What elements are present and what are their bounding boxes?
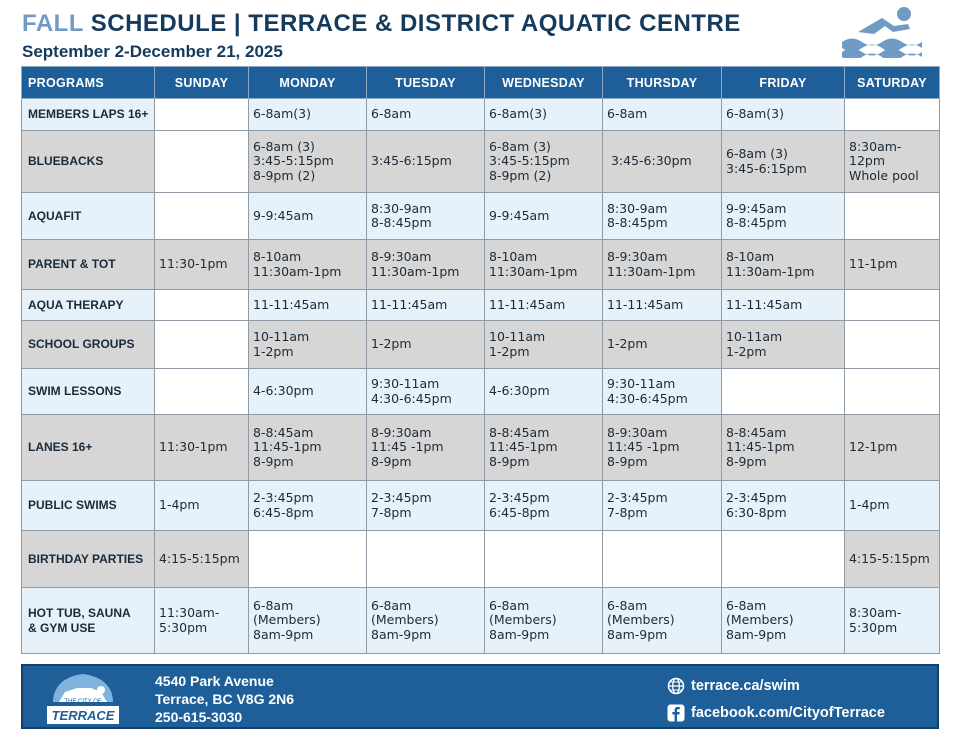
time-slot: 8-9:30am	[607, 249, 668, 264]
time-slot: 11-11:45am	[489, 296, 566, 312]
time-slot: 6-8am (3)	[253, 138, 315, 154]
time-slot: 11:45-1pm	[489, 439, 558, 455]
column-header-monday: MONDAY	[249, 67, 367, 99]
program-name	[22, 415, 155, 481]
column-header-programs: PROGRAMS	[22, 67, 155, 99]
schedule-cell-tuesday	[367, 240, 485, 290]
program-name	[22, 290, 155, 321]
program-name	[22, 240, 155, 290]
table-row	[22, 588, 940, 654]
schedule-cell-wednesday	[485, 290, 603, 321]
program-name-line: LANES 16+	[28, 440, 93, 455]
website-url[interactable]: terrace.ca/swim	[691, 678, 800, 694]
time-slot: 2-3:45pm	[253, 490, 314, 505]
time-slot: (Members)	[371, 612, 439, 628]
schedule-cell-thursday	[603, 99, 722, 131]
schedule-cell-sunday	[155, 290, 249, 321]
time-slot: 6-8am	[607, 106, 648, 122]
schedule-cell-sunday	[155, 531, 249, 588]
time-slot: 6-8am (3)	[726, 146, 788, 161]
table-row	[22, 481, 940, 531]
table-row	[22, 321, 940, 369]
schedule-cell-saturday	[845, 415, 940, 481]
time-slot: 6-8am	[489, 597, 530, 613]
column-header-saturday: SATURDAY	[845, 67, 940, 99]
time-slot: 6-8am(3)	[489, 106, 547, 122]
schedule-cell-tuesday	[367, 481, 485, 531]
schedule-cell-wednesday	[485, 99, 603, 131]
time-slot: 8-10am	[489, 249, 538, 264]
address-line1: 4540 Park Avenue	[155, 673, 274, 689]
schedule-cell-wednesday	[485, 240, 603, 290]
address-line2: Terrace, BC V8G 2N6	[155, 691, 295, 707]
schedule-cell-wednesday	[485, 193, 603, 240]
page-title	[22, 10, 741, 38]
table-row	[22, 240, 940, 290]
time-slot: 6-8am	[371, 106, 412, 122]
time-slot: (Members)	[253, 612, 321, 628]
table-row	[22, 415, 940, 481]
schedule-cell-tuesday	[367, 99, 485, 131]
schedule-cell-friday	[722, 531, 845, 588]
schedule-cell-friday	[722, 481, 845, 531]
schedule-cell-wednesday	[485, 321, 603, 369]
schedule-cell-thursday	[603, 240, 722, 290]
program-name-line: BIRTHDAY PARTIES	[28, 551, 144, 566]
time-slot: 11:45 -1pm	[371, 439, 444, 455]
time-slot: 8-9:30am	[607, 424, 668, 440]
schedule-cell-saturday	[845, 531, 940, 588]
time-slot: Whole pool	[849, 167, 919, 183]
program-name	[22, 369, 155, 415]
time-slot: 1-4pm	[849, 497, 890, 513]
time-slot: 6-8am(3)	[726, 106, 784, 122]
time-slot: 7-8pm	[607, 504, 648, 520]
time-slot: 11:45-1pm	[726, 439, 795, 455]
time-slot: 6-8am	[607, 597, 648, 613]
time-slot: 3:45-6:30pm	[607, 153, 692, 169]
time-slot: 1-2pm	[371, 336, 412, 352]
schedule-cell-sunday	[155, 369, 249, 415]
footer-links	[667, 674, 885, 728]
time-slot: 9:30-11am	[371, 376, 440, 391]
table-header-row	[22, 67, 940, 99]
time-slot: 4-6:30pm	[253, 383, 314, 399]
schedule-cell-friday	[722, 99, 845, 131]
program-name	[22, 99, 155, 131]
table-row	[22, 531, 940, 588]
time-slot: 6-8am	[371, 597, 412, 613]
program-name-line: & GYM USE	[28, 620, 96, 635]
schedule-cell-tuesday	[367, 531, 485, 588]
schedule-cell-tuesday	[367, 415, 485, 481]
time-slot: 4:30-6:45pm	[371, 390, 452, 406]
schedule-cell-friday	[722, 588, 845, 654]
time-slot: 5:30pm	[159, 619, 208, 635]
time-slot: 8-8:45am	[253, 424, 314, 440]
schedule-cell-thursday	[603, 290, 722, 321]
time-slot: 11-1pm	[849, 256, 898, 272]
title-season: FALL	[22, 10, 84, 37]
table-row	[22, 369, 940, 415]
schedule-cell-friday	[722, 131, 845, 193]
schedule-cell-monday	[249, 290, 367, 321]
column-header-friday: FRIDAY	[722, 67, 845, 99]
time-slot: (Members)	[489, 612, 557, 628]
schedule-cell-monday	[249, 531, 367, 588]
time-slot: 4:15-5:15pm	[849, 550, 930, 566]
time-slot: 1-2pm	[607, 336, 648, 352]
time-slot: 11:30-1pm	[159, 256, 228, 272]
schedule-cell-wednesday	[485, 415, 603, 481]
time-slot: 6-8am(3)	[253, 106, 311, 122]
schedule-cell-thursday	[603, 481, 722, 531]
time-slot: 8am-9pm	[726, 626, 787, 642]
time-slot: 8-9pm (2)	[489, 167, 552, 183]
schedule-cell-monday	[249, 131, 367, 193]
time-slot: 5:30pm	[849, 619, 898, 635]
program-name	[22, 321, 155, 369]
time-slot: 8-10am	[253, 249, 302, 264]
time-slot: 9:30-11am	[607, 376, 676, 391]
schedule-cell-thursday	[603, 321, 722, 369]
schedule-table	[21, 66, 940, 654]
time-slot: 3:45-6:15pm	[371, 153, 452, 169]
time-slot: 8-9pm (2)	[253, 167, 316, 183]
schedule-cell-saturday	[845, 321, 940, 369]
schedule-cell-sunday	[155, 321, 249, 369]
schedule-cell-monday	[249, 193, 367, 240]
schedule-cell-wednesday	[485, 369, 603, 415]
time-slot: 6:45-8pm	[489, 504, 550, 520]
time-slot: 12-1pm	[849, 439, 898, 455]
logo-caption: THE CITY OF	[64, 699, 102, 705]
program-name	[22, 481, 155, 531]
time-slot: 1-2pm	[489, 343, 530, 359]
phone-number: 250-615-3030	[155, 709, 243, 725]
schedule-cell-thursday	[603, 193, 722, 240]
time-slot: 2-3:45pm	[607, 490, 668, 505]
facebook-url[interactable]: facebook.com/CityofTerrace	[691, 705, 885, 721]
program-name	[22, 531, 155, 588]
time-slot: 1-4pm	[159, 497, 200, 513]
website-link[interactable]	[667, 674, 885, 698]
time-slot: 11:45 -1pm	[607, 439, 680, 455]
time-slot: 8:30-9am	[607, 200, 668, 216]
schedule-cell-saturday	[845, 131, 940, 193]
time-slot: 8-8:45pm	[371, 215, 432, 230]
column-header-sunday: SUNDAY	[155, 67, 249, 99]
schedule-cell-thursday	[603, 415, 722, 481]
time-slot: 9-9:45am	[726, 200, 787, 216]
time-slot: 8-9pm	[726, 453, 767, 469]
schedule-cell-sunday	[155, 240, 249, 290]
time-slot: 8:30am-	[849, 138, 902, 154]
time-slot: 11:30am-1pm	[726, 263, 815, 279]
schedule-cell-tuesday	[367, 290, 485, 321]
schedule-cell-wednesday	[485, 531, 603, 588]
schedule-cell-thursday	[603, 131, 722, 193]
time-slot: 2-3:45pm	[371, 490, 432, 505]
time-slot: 8am-9pm	[253, 626, 314, 642]
schedule-cell-wednesday	[485, 481, 603, 531]
city-of-terrace-logo	[45, 672, 121, 726]
time-slot: 11-11:45am	[253, 296, 330, 312]
facebook-link[interactable]	[667, 701, 885, 725]
schedule-cell-friday	[722, 415, 845, 481]
time-slot: 11:30am-1pm	[371, 263, 460, 279]
schedule-cell-saturday	[845, 588, 940, 654]
time-slot: 6-8am	[253, 597, 294, 613]
schedule-cell-tuesday	[367, 193, 485, 240]
column-header-thursday: THURSDAY	[603, 67, 722, 99]
time-slot: 8-10am	[726, 249, 775, 264]
program-name-line: PUBLIC SWIMS	[28, 498, 117, 513]
time-slot: 8:30am-	[849, 605, 902, 620]
schedule-cell-saturday	[845, 240, 940, 290]
time-slot: 8am-9pm	[489, 626, 550, 642]
schedule-cell-monday	[249, 321, 367, 369]
swimmer-icon	[838, 4, 922, 58]
schedule-cell-thursday	[603, 369, 722, 415]
schedule-cell-monday	[249, 481, 367, 531]
schedule-cell-sunday	[155, 131, 249, 193]
schedule-cell-monday	[249, 415, 367, 481]
time-slot: 8-8:45am	[489, 424, 550, 440]
schedule-cell-saturday	[845, 290, 940, 321]
time-slot: 9-9:45am	[253, 207, 314, 223]
time-slot: 4:30-6:45pm	[607, 390, 688, 406]
facebook-icon	[667, 704, 685, 722]
table-row	[22, 290, 940, 321]
program-name-line: BLUEBACKS	[28, 154, 104, 169]
time-slot: 8-9pm	[371, 453, 412, 469]
schedule-cell-monday	[249, 240, 367, 290]
time-slot: 4-6:30pm	[489, 383, 550, 399]
time-slot: 3:45-6:15pm	[726, 160, 807, 176]
footer-bar	[21, 664, 939, 729]
schedule-cell-monday	[249, 369, 367, 415]
schedule-cell-saturday	[845, 369, 940, 415]
time-slot: 10-11am	[253, 329, 310, 344]
schedule-cell-tuesday	[367, 588, 485, 654]
contact-address	[155, 672, 294, 726]
schedule-cell-sunday	[155, 193, 249, 240]
program-name-line: PARENT & TOT	[28, 257, 116, 272]
time-slot: 11-11:45am	[607, 296, 684, 312]
time-slot: 3:45-5:15pm	[489, 153, 570, 169]
column-header-wednesday: WEDNESDAY	[485, 67, 603, 99]
time-slot: 8-9:30am	[371, 424, 432, 440]
time-slot: 8-9pm	[607, 453, 648, 469]
schedule-cell-wednesday	[485, 131, 603, 193]
time-slot: 8am-9pm	[607, 626, 668, 642]
schedule-cell-sunday	[155, 588, 249, 654]
time-slot: 8:30-9am	[371, 200, 432, 216]
time-slot: 11:45-1pm	[253, 439, 322, 455]
time-slot: 6:30-8pm	[726, 504, 787, 520]
time-slot: (Members)	[726, 612, 794, 628]
program-name-line: AQUA THERAPY	[28, 297, 124, 312]
time-slot: 11-11:45am	[726, 296, 803, 312]
time-slot: 11:30am-1pm	[253, 263, 342, 279]
time-slot: 10-11am	[726, 329, 783, 344]
logo-name: TERRACE	[51, 708, 115, 723]
time-slot: 8-8:45am	[726, 424, 787, 440]
time-slot: 8-9pm	[253, 453, 294, 469]
time-slot: 2-3:45pm	[726, 490, 787, 505]
schedule-cell-saturday	[845, 193, 940, 240]
schedule-cell-friday	[722, 193, 845, 240]
time-slot: 6-8am	[726, 597, 767, 613]
globe-icon	[667, 677, 685, 695]
time-slot: 6-8am (3)	[489, 138, 551, 154]
schedule-cell-friday	[722, 290, 845, 321]
program-name-line: SWIM LESSONS	[28, 384, 122, 399]
time-slot: 12pm	[849, 153, 886, 169]
schedule-cell-friday	[722, 369, 845, 415]
schedule-cell-sunday	[155, 415, 249, 481]
schedule-cell-thursday	[603, 531, 722, 588]
time-slot: 2-3:45pm	[489, 490, 550, 505]
schedule-cell-wednesday	[485, 588, 603, 654]
column-header-tuesday: TUESDAY	[367, 67, 485, 99]
table-row	[22, 99, 940, 131]
program-name	[22, 131, 155, 193]
program-name	[22, 193, 155, 240]
schedule-cell-thursday	[603, 588, 722, 654]
program-name-line: SCHOOL GROUPS	[28, 337, 135, 352]
schedule-cell-tuesday	[367, 131, 485, 193]
time-slot: 8-8:45pm	[607, 215, 668, 230]
time-slot: 3:45-5:15pm	[253, 153, 334, 169]
time-slot: 11:30am-1pm	[607, 263, 696, 279]
time-slot: 10-11am	[489, 329, 546, 344]
schedule-cell-sunday	[155, 481, 249, 531]
program-name-line: HOT TUB, SAUNA	[28, 606, 131, 620]
schedule-cell-friday	[722, 321, 845, 369]
time-slot: 1-2pm	[726, 343, 767, 359]
schedule-cell-saturday	[845, 99, 940, 131]
time-slot: 11:30am-1pm	[489, 263, 578, 279]
schedule-cell-monday	[249, 99, 367, 131]
table-row	[22, 193, 940, 240]
schedule-cell-tuesday	[367, 369, 485, 415]
time-slot: 8-9:30am	[371, 249, 432, 264]
schedule-cell-saturday	[845, 481, 940, 531]
schedule-cell-sunday	[155, 99, 249, 131]
time-slot: 7-8pm	[371, 504, 412, 520]
table-row	[22, 131, 940, 193]
title-facility: SCHEDULE | TERRACE & DISTRICT AQUATIC CENTRE	[90, 10, 741, 37]
date-range: September 2-December 21, 2025	[22, 42, 283, 61]
program-name	[22, 588, 155, 654]
time-slot: 4:15-5:15pm	[159, 550, 240, 566]
time-slot: 9-9:45am	[489, 207, 550, 223]
program-name-line: MEMBERS LAPS 16+	[28, 107, 149, 122]
time-slot: 11-11:45am	[371, 296, 448, 312]
schedule-cell-friday	[722, 240, 845, 290]
time-slot: 8-9pm	[489, 453, 530, 469]
time-slot: (Members)	[607, 612, 675, 628]
time-slot: 6:45-8pm	[253, 504, 314, 520]
time-slot: 11:30-1pm	[159, 439, 228, 455]
time-slot: 8-8:45pm	[726, 215, 787, 230]
program-name-line: AQUAFIT	[28, 208, 82, 223]
time-slot: 11:30am-	[159, 605, 220, 620]
time-slot: 1-2pm	[253, 343, 294, 359]
schedule-cell-monday	[249, 588, 367, 654]
schedule-cell-tuesday	[367, 321, 485, 369]
time-slot: 8am-9pm	[371, 626, 432, 642]
